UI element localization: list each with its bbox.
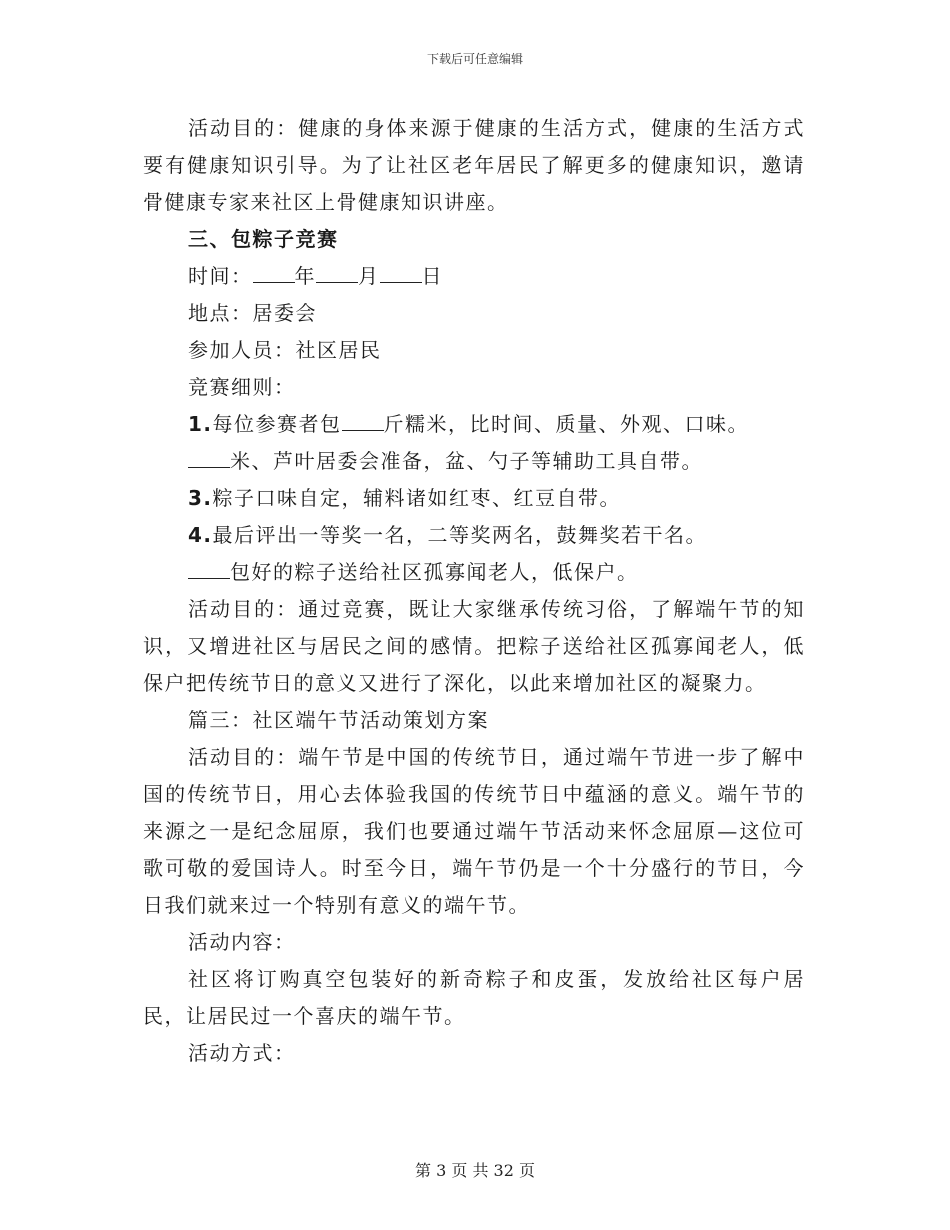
activity-method-title: 活动方式： (188, 1041, 296, 1065)
rule-1 (143, 406, 805, 443)
time-label: 时间： (188, 264, 253, 288)
paragraph-activity-purpose-1: 活动目的：健康的身体来源于健康的生活方式，健康的生活方式要有健康知识引导。为了让社区老年居民了解更多的健康知识，邀请骨健康专家来社区上骨健康知识讲座。 (143, 116, 805, 214)
rule-2-text: 米、芦叶居委会准备，盆、勺子等辅助工具自带。 (230, 449, 703, 473)
rules-title: 竞赛细则： (188, 375, 296, 399)
page-header: 下载后可任意编辑 (426, 52, 523, 66)
rule-5-text: 包好的粽子送给社区孤寡闻老人，低保户。 (230, 560, 639, 584)
rule-5 (143, 554, 805, 591)
place-line: 地点：居委会 (188, 301, 317, 325)
rule-5-blank (188, 556, 230, 579)
paragraph-activity-purpose-2: 活动目的：通过竞赛，既让大家继承传统习俗，了解端午节的知识，又增进社区与居民之间的感情。把粽子送给社区孤寡闻老人，低保户把传统节日的意义又进行了深化，以此来增加社区的凝聚力。 (143, 597, 805, 695)
rule-1-text-b: 斤糯米，比时间、质量、外观、口味。 (383, 412, 750, 436)
rule-4-number: 4. (188, 523, 213, 547)
rule-2-blank (188, 445, 230, 468)
paragraph-activity-purpose-3: 活动目的：端午节是中国的传统节日，通过端午节进一步了解中国的传统节日，用心去体验我国的传统节日中蕴涵的意义。端午节的来源之一是纪念屈原，我们也要通过端午节活动来怀念屈原—这位可歌可敬的爱国诗人。时至今日，端午节仍是一个十分盛行的节日，今日我们就来过一个特别有意义的端午节。 (143, 745, 805, 917)
year-blank (253, 260, 295, 283)
time-line (143, 258, 805, 295)
rule-1-blank (342, 408, 384, 431)
rule-3-number: 3. (188, 486, 213, 510)
day-blank (380, 260, 422, 283)
day-label: 日 (421, 264, 443, 288)
rule-3 (143, 480, 805, 517)
month-blank (316, 260, 358, 283)
rule-1-text-a: 每位参赛者包 (212, 412, 342, 436)
month-label: 月 (358, 264, 380, 288)
document-body (143, 110, 805, 1072)
rule-4 (143, 517, 805, 554)
participants-line: 参加人员：社区居民 (188, 338, 382, 362)
rule-4-text: 最后评出一等奖一名，二等奖两名，鼓舞奖若干名。 (212, 523, 708, 547)
page-footer: 第 3 页 共 32 页 (415, 1161, 535, 1180)
rule-2 (143, 443, 805, 480)
paragraph-activity-content: 社区将订购真空包装好的新奇粽子和皮蛋，发放给社区每户居民，让居民过一个喜庆的端午节。 (143, 967, 805, 1028)
section-heading-zongzi-contest: 三、包粽子竞赛 (188, 227, 339, 251)
rule-1-number: 1. (188, 412, 213, 436)
year-label: 年 (294, 264, 316, 288)
section-title-part-three: 篇三：社区端午节活动策划方案 (188, 708, 489, 732)
rule-3-text: 粽子口味自定，辅料诸如红枣、红豆自带。 (212, 486, 622, 510)
activity-content-title: 活动内容： (188, 930, 296, 954)
